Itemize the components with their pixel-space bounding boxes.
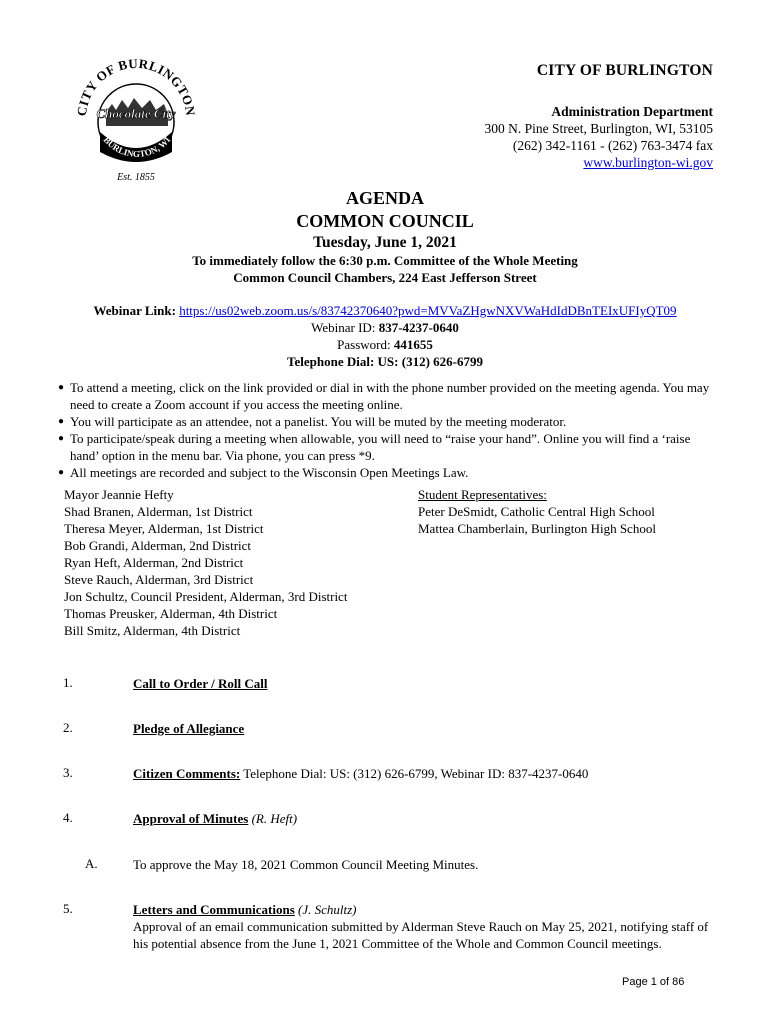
item-number: 2. [63,720,73,735]
agenda-item [133,720,713,737]
student-representatives [418,486,656,537]
item-detail: Telephone Dial: US: (312) 626-6799, Webinar ID: 837-4237-0640 [240,766,589,781]
list-item: ● To attend a meeting, click on the link provided or dial in with the phone number provided on the meeting agenda. You may need to create a Zoom account if you access the meeting online. [60,379,710,413]
member: Bill Smitz, Alderman, 4th District [64,623,241,638]
agenda-item [133,810,713,827]
password-value: 441655 [393,337,433,352]
svg-text:BURLINGTON, WI: BURLINGTON, WI [101,134,173,159]
item-title: Pledge of Allegiance [133,721,245,736]
svg-text:Est. 1855: Est. 1855 [117,172,155,183]
webinar-id-line [0,320,770,336]
webinar-id-label: Webinar ID: [311,320,376,335]
student: Mattea Chamberlain, Burlington High School [418,521,656,536]
item-detail: To approve the May 18, 2021 Common Council Meeting Minutes. [133,857,479,872]
item-number: A. [85,856,98,871]
webinar-link[interactable]: https://us02web.zoom.us/s/83742370640?pwd=MVVaZHgwNXVWaHdIdDBnTEIxUFIyQT09 [179,303,677,318]
member: Theresa Meyer, Alderman, 1st District [64,521,264,536]
member: Ryan Heft, Alderman, 2nd District [64,555,244,570]
council-members [64,486,347,639]
department-name: Administration Department [551,104,713,119]
list-item: ● To participate/speak during a meeting when allowable, you will need to “raise your hand”. Online you will find a ‘raise hand’ option in the menu bar. Via phone, you can press *9. [60,430,710,464]
follow-note: To immediately follow the 6:30 p.m. Committee of the Whole Meeting [192,253,578,268]
item-presenter: (J. Schultz) [294,902,357,917]
item-title: Letters and Communications [133,902,295,917]
meeting-location: Common Council Chambers, 224 East Jefferson Street [233,270,537,285]
list-item: ● You will participate as an attendee, not a panelist. You will be muted by the meeting moderator. [60,413,710,430]
agenda-title: AGENDA [345,188,424,208]
council-title: COMMON COUNCIL [296,211,474,231]
agenda-item [133,765,713,782]
agenda-item [133,675,713,692]
item-number: 4. [63,810,73,825]
item-number: 5. [63,901,73,916]
student: Peter DeSmidt, Catholic Central High School [418,504,655,519]
svg-text:CITY OF BURLINGTON: CITY OF BURLINGTON [73,55,199,117]
webinar-link-line [0,303,770,319]
item-title: Call to Order / Roll Call [133,676,268,691]
item-title: Approval of Minutes [133,811,249,826]
agenda-item [133,856,713,873]
member: Thomas Preusker, Alderman, 4th District [64,606,278,621]
list-item: ● All meetings are recorded and subject to the Wisconsin Open Meetings Law. [60,464,710,481]
student-heading: Student Representatives: [418,487,547,502]
city-seal-logo [72,52,200,184]
member: Steve Rauch, Alderman, 3rd District [64,572,254,587]
member: Shad Branen, Alderman, 1st District [64,504,253,519]
member: Bob Grandi, Alderman, 2nd District [64,538,252,553]
member: Mayor Jeannie Hefty [64,487,174,502]
page-number: Page 1 of 86 [622,976,685,988]
password-label: Password: [337,337,391,352]
item-number: 1. [63,675,73,690]
member: Jon Schultz, Council President, Alderman, 3rd District [64,589,348,604]
phone-fax: (262) 342-1161 - (262) 763-3474 fax [512,138,713,153]
item-presenter: (R. Heft) [248,811,298,826]
meeting-date: Tuesday, June 1, 2021 [313,234,457,251]
item-title: Citizen Comments: [133,766,241,781]
password-line [0,337,770,353]
svg-text:Chocolate City: Chocolate City [96,106,176,121]
webinar-id: 837-4237-0640 [378,320,459,335]
webinar-link-label: Webinar Link: [93,303,176,318]
telephone-dial: Telephone Dial: US: (312) 626-6799 [287,354,483,369]
instructions-list [60,379,710,481]
website-link[interactable]: www.burlington-wi.gov [583,155,713,170]
agenda-item [133,901,713,952]
address: 300 N. Pine Street, Burlington, WI, 53105 [484,121,713,136]
city-name: CITY OF BURLINGTON [536,62,713,79]
item-body: Approval of an email communication submitted by Alderman Steve Rauch on May 25, 2021, notifying staff of his potential absence from the June 1, 2021 Committee of the Whole and Common Council meetings. [133,919,709,951]
item-number: 3. [63,765,73,780]
